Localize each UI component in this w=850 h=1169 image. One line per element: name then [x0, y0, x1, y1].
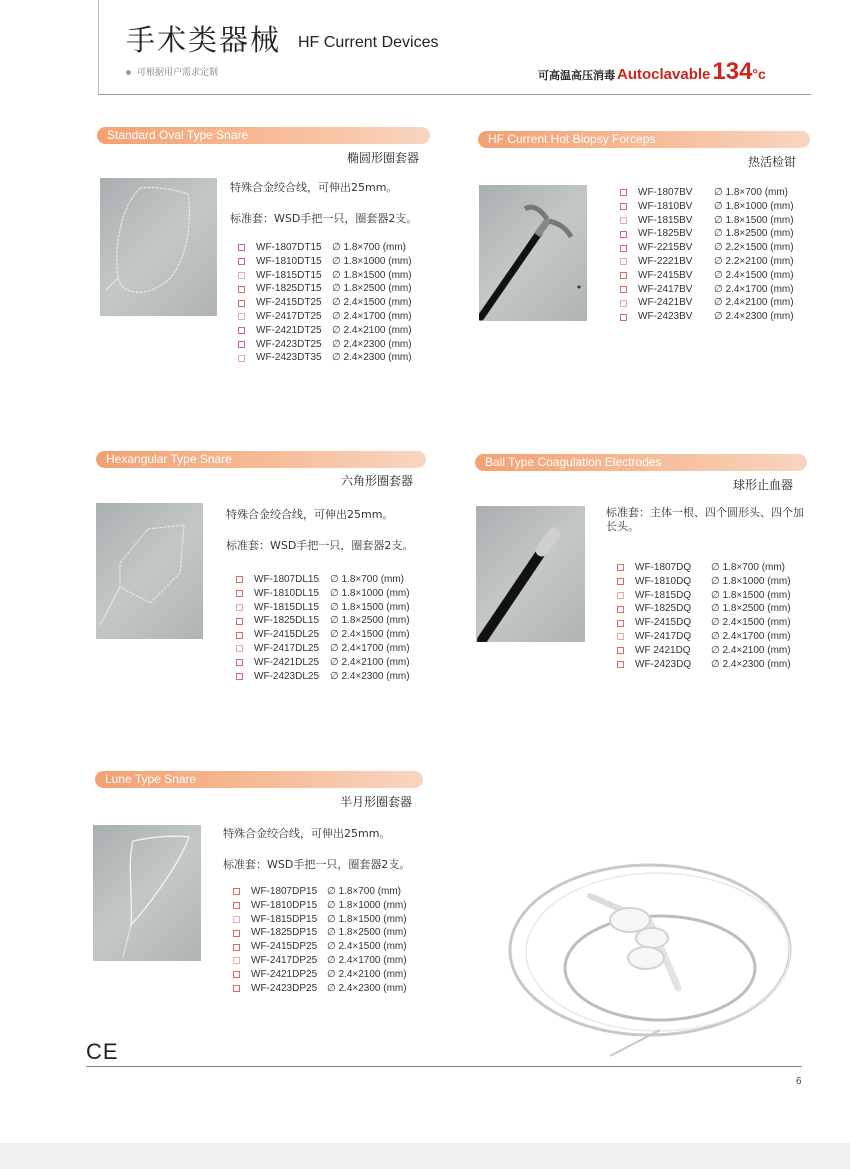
section-cn-biopsy: 热活检钳 — [748, 155, 797, 169]
product-row — [233, 954, 407, 968]
product-size: ∅ 2.2×1500 (mm) — [714, 242, 794, 254]
oval-desc-line1: 特殊合金绞合线，可伸出25mm。 — [230, 181, 398, 194]
product-row — [236, 587, 410, 601]
product-row — [620, 255, 794, 269]
checkbox-icon[interactable] — [620, 217, 627, 224]
lune-desc-line1: 特殊合金绞合线，可伸出25mm。 — [223, 827, 391, 840]
scan-margin — [0, 1143, 850, 1169]
product-row — [620, 269, 794, 283]
product-row — [236, 642, 410, 656]
product-code: WF-2423DT25 — [256, 338, 322, 350]
oval-product-list — [238, 241, 412, 365]
product-row — [617, 575, 791, 589]
product-size: ∅ 1.8×1000 (mm) — [714, 200, 794, 212]
section-banner-lune: Lune Type Snare — [95, 771, 423, 788]
checkbox-icon[interactable] — [617, 633, 624, 640]
product-row — [233, 926, 407, 940]
product-row — [238, 255, 412, 269]
product-row — [233, 899, 407, 913]
product-code: WF-1815DT15 — [256, 269, 322, 281]
checkbox-icon[interactable] — [233, 971, 240, 978]
checkbox-icon[interactable] — [238, 355, 245, 362]
product-row — [238, 324, 412, 338]
product-code: WF-2417DQ — [635, 630, 692, 642]
product-code: WF-1815DP15 — [251, 913, 318, 925]
checkbox-icon[interactable] — [617, 564, 624, 571]
product-code: WF-1825DT15 — [256, 283, 322, 295]
product-row — [617, 630, 791, 644]
footer-divider — [86, 1066, 802, 1067]
checkbox-icon[interactable] — [236, 673, 243, 680]
checkbox-icon[interactable] — [620, 258, 627, 265]
product-code: WF-1810DT15 — [256, 255, 322, 267]
product-size: ∅ 2.4×1700 (mm) — [332, 310, 412, 322]
product-code: WF-2423DL25 — [254, 670, 320, 682]
product-code: WF-2423DQ — [635, 658, 692, 670]
product-code: WF-1807DL15 — [254, 574, 320, 585]
product-size: ∅ 2.4×2100 (mm) — [332, 324, 412, 336]
product-code: WF-1807DP15 — [251, 886, 318, 897]
product-row — [620, 310, 794, 324]
product-code: WF-2421DP25 — [251, 968, 318, 980]
product-size: ∅ 2.4×2100 (mm) — [327, 968, 407, 980]
product-code: WF-2415DT25 — [256, 297, 322, 309]
product-code: WF-2421DL25 — [254, 656, 320, 668]
ce-mark: CE — [86, 1039, 119, 1064]
product-code: WF-1810DQ — [635, 575, 692, 587]
product-size: ∅ 2.4×1500 (mm) — [714, 269, 794, 281]
product-row — [236, 628, 410, 642]
product-size: ∅ 1.8×2500 (mm) — [714, 228, 794, 240]
product-row — [236, 601, 410, 615]
product-size: ∅ 1.8×1000 (mm) — [327, 899, 407, 911]
page-title-en: HF Current Devices — [298, 34, 439, 51]
product-code: WF-2417DL25 — [254, 642, 320, 654]
product-code: WF-1810DP15 — [251, 899, 318, 911]
checkbox-icon[interactable] — [620, 314, 627, 321]
product-code: WF-1825DL15 — [254, 615, 320, 627]
checkbox-icon[interactable] — [236, 618, 243, 625]
checkbox-icon[interactable] — [620, 286, 627, 293]
product-code: WF-1825DQ — [635, 603, 692, 615]
product-size: ∅ 2.4×1500 (mm) — [327, 941, 407, 953]
product-code: WF-1825DP15 — [251, 927, 318, 939]
checkbox-icon[interactable] — [238, 272, 245, 279]
product-size: ∅ 1.8×1000 (mm) — [711, 575, 791, 587]
lune-description — [223, 818, 410, 880]
checkbox-icon[interactable] — [238, 286, 245, 293]
hex-desc-line1: 特殊合金绞合线，可伸出25mm。 — [226, 508, 394, 521]
product-size: ∅ 2.4×2300 (mm) — [711, 658, 791, 670]
biopsy-product-list — [620, 186, 794, 324]
checkbox-icon[interactable] — [236, 632, 243, 639]
checkbox-icon[interactable] — [233, 888, 240, 895]
hex-product-list — [236, 573, 410, 683]
checkbox-icon[interactable] — [617, 661, 624, 668]
product-row — [238, 269, 412, 283]
product-row — [617, 616, 791, 630]
checkbox-icon[interactable] — [233, 944, 240, 951]
checkbox-icon[interactable] — [620, 300, 627, 307]
product-code: WF-1815DL15 — [254, 601, 320, 613]
checkbox-icon[interactable] — [233, 930, 240, 937]
lune-snare-photo — [93, 825, 201, 961]
checkbox-icon[interactable] — [620, 245, 627, 252]
checkbox-icon[interactable] — [233, 916, 240, 923]
product-size: ∅ 2.4×2300 (mm) — [332, 352, 412, 364]
checkbox-icon[interactable] — [238, 327, 245, 334]
product-code: WF-1807DQ — [635, 562, 692, 573]
product-row — [238, 310, 412, 324]
product-size: ∅ 1.8×1000 (mm) — [330, 587, 410, 599]
product-size: ∅ 2.4×1700 (mm) — [330, 642, 410, 654]
section-banner-ball: Ball Type Coagulation Electrodes — [475, 454, 807, 471]
section-banner-hex: Hexangular Type Snare — [96, 451, 426, 468]
product-code: WF-1815BV — [638, 214, 693, 226]
product-code: WF-1807DT15 — [256, 242, 322, 253]
product-code: WF-1825BV — [638, 228, 693, 240]
checkbox-icon[interactable] — [238, 341, 245, 348]
ball-electrode-photo — [476, 506, 585, 642]
checkbox-icon[interactable] — [617, 620, 624, 627]
product-row — [617, 589, 791, 603]
product-code: WF-2415BV — [638, 269, 693, 281]
product-row — [233, 968, 407, 982]
checkbox-icon[interactable] — [617, 578, 624, 585]
product-code: WF-2221BV — [638, 255, 693, 267]
product-size: ∅ 2.4×1700 (mm) — [711, 630, 791, 642]
product-size: ∅ 2.4×2100 (mm) — [330, 656, 410, 668]
product-row — [233, 913, 407, 927]
product-row — [620, 214, 794, 228]
customization-note-text: 可根据用户需求定制 — [137, 68, 219, 78]
product-size: ∅ 1.8×1500 (mm) — [332, 269, 412, 281]
oval-desc-line2: 标准套：WSD手把一只，圈套器2支。 — [230, 212, 418, 225]
product-code: WF-2415DP25 — [251, 941, 318, 953]
checkbox-icon[interactable] — [620, 272, 627, 279]
checkbox-icon[interactable] — [238, 313, 245, 320]
product-size: ∅ 1.8×2500 (mm) — [711, 603, 791, 615]
lune-desc-line2: 标准套：WSD手把一只，圈套器2支。 — [223, 858, 411, 871]
product-row — [620, 227, 794, 241]
product-size: ∅ 1.8×700 (mm) — [714, 187, 789, 198]
snare-device-illustration — [500, 860, 820, 1070]
product-row — [620, 283, 794, 297]
hex-description — [226, 499, 413, 561]
product-size: ∅ 1.8×2500 (mm) — [330, 615, 410, 627]
oval-snare-photo — [100, 178, 217, 316]
autoclave-en: Autoclavable — [617, 66, 711, 83]
product-size: ∅ 1.8×2500 (mm) — [327, 927, 407, 939]
checkbox-icon[interactable] — [617, 606, 624, 613]
section-cn-ball: 球形止血器 — [733, 478, 794, 492]
product-size: ∅ 1.8×700 (mm) — [327, 886, 402, 897]
checkbox-icon[interactable] — [233, 957, 240, 964]
product-size: ∅ 2.4×1500 (mm) — [330, 629, 410, 641]
product-code: WF-2415DQ — [635, 617, 692, 629]
product-row — [233, 940, 407, 954]
ball-description — [606, 506, 804, 534]
checkbox-icon[interactable] — [238, 300, 245, 307]
product-row — [236, 614, 410, 628]
checkbox-icon[interactable] — [236, 590, 243, 597]
product-code: WF-1815DQ — [635, 589, 692, 601]
product-row — [233, 982, 407, 996]
product-code: WF-2423DP25 — [251, 982, 318, 994]
section-banner-oval: Standard Oval Type Snare — [97, 127, 430, 144]
product-code: WF-2423BV — [638, 311, 693, 323]
checkbox-icon[interactable] — [620, 203, 627, 210]
checkbox-icon[interactable] — [617, 647, 624, 654]
ball-desc-line1: 标准套：主体一根、四个圆形头、四个加 — [606, 506, 804, 519]
product-size: ∅ 1.8×700 (mm) — [332, 242, 407, 253]
product-code: WF-2415DL25 — [254, 629, 320, 641]
product-row — [236, 656, 410, 670]
hex-snare-photo — [96, 503, 203, 639]
checkbox-icon[interactable] — [238, 244, 245, 251]
product-code: WF-2421DT25 — [256, 324, 322, 336]
checkbox-icon[interactable] — [238, 258, 245, 265]
product-row — [620, 296, 794, 310]
product-row — [620, 186, 794, 200]
product-code: WF-1810BV — [638, 200, 693, 212]
checkbox-icon[interactable] — [236, 576, 243, 583]
product-size: ∅ 1.8×1500 (mm) — [327, 913, 407, 925]
product-size: ∅ 2.4×2100 (mm) — [714, 297, 794, 309]
product-code: WF-1810DL15 — [254, 587, 320, 599]
product-row — [236, 573, 410, 587]
product-size: ∅ 2.4×1500 (mm) — [332, 297, 412, 309]
product-row — [620, 241, 794, 255]
checkbox-icon[interactable] — [620, 231, 627, 238]
lune-product-list — [233, 885, 407, 995]
customization-note — [126, 65, 218, 78]
product-row — [617, 602, 791, 616]
product-code: WF-2417DT25 — [256, 310, 322, 322]
product-size: ∅ 2.4×2100 (mm) — [711, 644, 791, 656]
checkbox-icon[interactable] — [617, 592, 624, 599]
product-code: WF-2423DT35 — [256, 352, 322, 364]
product-size: ∅ 2.4×2300 (mm) — [330, 670, 410, 682]
product-row — [238, 241, 412, 255]
product-size: ∅ 1.8×1500 (mm) — [711, 589, 791, 601]
product-code: WF-2215BV — [638, 242, 693, 254]
product-row — [238, 282, 412, 296]
ball-product-list — [617, 561, 791, 671]
checkbox-icon[interactable] — [236, 604, 243, 611]
product-row — [233, 885, 407, 899]
checkbox-icon[interactable] — [236, 645, 243, 652]
product-size: ∅ 1.8×700 (mm) — [330, 574, 405, 585]
product-size: ∅ 2.4×1700 (mm) — [327, 954, 407, 966]
section-cn-hex: 六角形圈套器 — [341, 474, 414, 488]
section-cn-oval: 椭圆形圈套器 — [347, 151, 420, 165]
product-code: WF 2421DQ — [635, 644, 691, 656]
product-row — [238, 351, 412, 365]
product-code: WF-2417BV — [638, 283, 693, 295]
autoclave-temp: 134 — [712, 58, 753, 85]
product-size: ∅ 1.8×1500 (mm) — [330, 601, 410, 613]
product-row — [238, 338, 412, 352]
product-row — [238, 296, 412, 310]
product-size: ∅ 2.4×2300 (mm) — [714, 311, 794, 323]
product-size: ∅ 2.4×1700 (mm) — [714, 283, 794, 295]
product-size: ∅ 1.8×1500 (mm) — [714, 214, 794, 226]
autoclave-label — [538, 58, 766, 86]
bullet-icon — [126, 70, 131, 75]
hex-desc-line2: 标准套：WSD手把一只，圈套器2支。 — [226, 539, 414, 552]
product-size: ∅ 2.4×1500 (mm) — [711, 617, 791, 629]
checkbox-icon[interactable] — [233, 985, 240, 992]
biopsy-forceps-photo — [479, 185, 587, 321]
checkbox-icon[interactable] — [236, 659, 243, 666]
product-code: WF-1807BV — [638, 187, 693, 198]
product-size: ∅ 1.8×1000 (mm) — [332, 255, 412, 267]
product-size: ∅ 2.2×2100 (mm) — [714, 255, 794, 267]
product-size: ∅ 1.8×2500 (mm) — [332, 283, 412, 295]
autoclave-temp-unit: °c — [752, 66, 766, 82]
ball-desc-line1b: 长头。 — [606, 520, 639, 533]
product-row — [617, 658, 791, 672]
page-title-cn: 手术类器械 — [126, 23, 282, 57]
checkbox-icon[interactable] — [233, 902, 240, 909]
autoclave-cn: 可高温高压消毒 — [538, 69, 615, 82]
product-row — [236, 670, 410, 684]
product-code: WF-2421BV — [638, 297, 693, 309]
product-row — [620, 200, 794, 214]
product-size: ∅ 1.8×700 (mm) — [711, 562, 786, 573]
product-row — [617, 561, 791, 575]
page-number: 6 — [796, 1076, 802, 1087]
product-size: ∅ 2.4×2300 (mm) — [327, 982, 407, 994]
product-code: WF-2417DP25 — [251, 954, 318, 966]
section-cn-lune: 半月形圈套器 — [340, 795, 413, 809]
product-size: ∅ 2.4×2300 (mm) — [332, 338, 412, 350]
section-banner-biopsy: HF Current Hot Biopsy Forceps — [478, 131, 810, 148]
product-row — [617, 644, 791, 658]
checkbox-icon[interactable] — [620, 189, 627, 196]
oval-description — [230, 172, 417, 234]
